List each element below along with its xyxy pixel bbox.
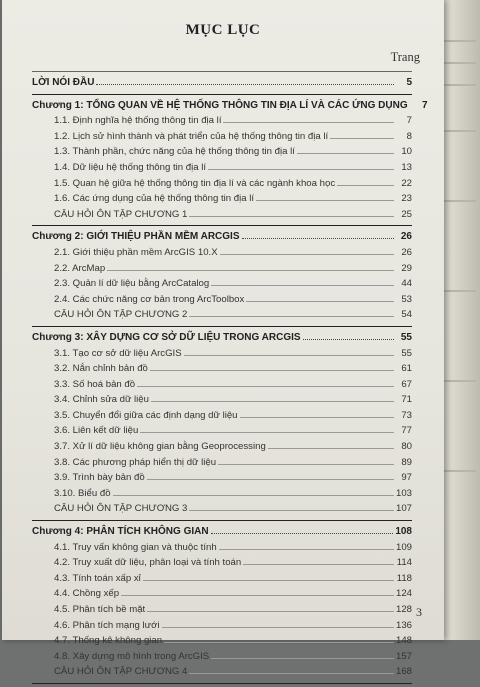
toc-section-entry [32, 470, 412, 486]
toc-divider [32, 683, 412, 684]
toc-entry-title: 1.2. Lịch sử hình thành và phát triển của hệ thống thông tin địa lí [54, 130, 329, 142]
toc-section-entry [32, 245, 412, 261]
toc-section-entry [32, 377, 412, 393]
toc-entry-title: 4.6. Phân tích mạng lưới [54, 619, 160, 631]
toc-divider [32, 520, 412, 521]
toc-entry-title: 1.3. Thành phần, chức năng của hệ thống thông tin địa lí [54, 146, 295, 158]
toc-entry-page: 114 [396, 557, 412, 569]
toc-leader [151, 392, 394, 402]
toc-section-entry [32, 602, 412, 618]
toc-entry-title: 3.7. Xử lí dữ liệu không gian bằng Geoprocessing [54, 441, 266, 453]
toc-section-entry [32, 540, 412, 556]
toc-leader [143, 571, 394, 581]
toc-leader [240, 408, 394, 418]
toc-leader [189, 207, 394, 217]
toc-entry-page: 108 [395, 526, 412, 538]
toc-entry-title: Chương 2: GIỚI THIỆU PHẦN MỀM ARCGIS [32, 231, 240, 243]
toc-leader [137, 377, 394, 387]
toc-entry-page: 7 [406, 115, 412, 127]
toc-entry-page: 109 [395, 541, 412, 553]
toc-leader [303, 330, 394, 340]
toc-entry-title: 4.7. Thống kê không gian [54, 635, 163, 647]
table-of-contents [32, 68, 428, 687]
toc-entry-page: 44 [401, 278, 412, 290]
toc-entry-page: 67 [401, 378, 412, 390]
toc-section-entry [32, 486, 412, 502]
toc-entry-page: 118 [396, 572, 412, 584]
toc-entry-title: 3.2. Nắn chỉnh bản đồ [54, 363, 148, 375]
toc-leader [107, 261, 394, 271]
toc-entry-page: 26 [400, 231, 412, 243]
toc-leader [96, 75, 394, 85]
toc-leader [150, 361, 394, 371]
toc-entry-page: 13 [401, 161, 412, 173]
toc-divider [32, 71, 412, 72]
toc-chapter-entry [32, 98, 428, 114]
toc-entry-title: 2.3. Quản lí dữ liệu bằng ArcCatalog [54, 278, 210, 290]
toc-entry-page: 5 [406, 77, 412, 88]
toc-entry-page: 53 [401, 293, 412, 305]
toc-leader [330, 129, 394, 139]
toc-section-entry [32, 501, 412, 517]
toc-entry-page: 61 [401, 363, 412, 375]
toc-entry-title: 3.1. Tạo cơ sở dữ liệu ArcGIS [54, 347, 182, 359]
toc-leader [243, 555, 394, 565]
toc-entry-title: 3.6. Liên kết dữ liệu [54, 425, 139, 437]
toc-leader [211, 276, 394, 286]
toc-entry-page: 157 [395, 650, 412, 662]
toc-section-entry [32, 618, 412, 634]
toc-leader [211, 524, 394, 534]
toc-entry-title: 3.4. Chỉnh sửa dữ liệu [54, 394, 149, 406]
toc-entry-page: 8 [406, 130, 412, 142]
toc-entry-page: 148 [395, 635, 412, 647]
toc-entry-title: 3.8. Các phương pháp hiển thị dữ liệu [54, 456, 217, 468]
toc-entry-title: 3.9. Trình bày bản đồ [54, 472, 145, 484]
toc-entry-page: 7 [422, 99, 428, 111]
toc-section-entry [32, 191, 412, 207]
toc-section-entry [32, 633, 412, 649]
toc-section-entry [32, 664, 412, 680]
toc-entry-page: 71 [401, 394, 412, 406]
toc-leader [242, 229, 394, 239]
toc-chapter-entry [32, 330, 412, 346]
page-title: MỤC LỤC [185, 22, 261, 38]
toc-leader [211, 649, 394, 659]
toc-leader [189, 307, 394, 317]
toc-leader [297, 144, 394, 154]
toc-entry-page: 136 [395, 619, 412, 631]
toc-section-entry [32, 160, 412, 176]
toc-leader [218, 455, 394, 465]
toc-entry-title: CÂU HỎI ÔN TẬP CHƯƠNG 2 [54, 309, 188, 321]
toc-section-entry [32, 113, 412, 129]
toc-entry-title: 2.2. ArcMap [54, 262, 106, 274]
toc-leader [219, 540, 394, 550]
toc-leader [189, 501, 394, 511]
toc-entry-title: 2.4. Các chức năng cơ bản trong ArcToolbox [54, 293, 245, 305]
toc-divider [32, 94, 412, 95]
toc-entry-page: 10 [401, 146, 412, 158]
toc-section-entry [32, 455, 412, 471]
toc-entry-title: 4.5. Phân tích bề mặt [54, 604, 146, 615]
toc-leader [164, 633, 394, 643]
toc-entry-title: CÂU HỎI ÔN TẬP CHƯƠNG 4 [54, 666, 188, 678]
toc-section-entry [32, 423, 412, 439]
toc-section-entry [32, 649, 412, 665]
toc-entry-page: 103 [395, 487, 412, 499]
toc-entry-page: 55 [401, 347, 412, 359]
toc-entry-title: 3.10. Biểu đồ [54, 487, 111, 499]
toc-entry-page: 128 [395, 604, 412, 615]
toc-entry-page: 80 [401, 441, 412, 453]
toc-divider [32, 326, 412, 327]
toc-section-entry [32, 555, 412, 571]
toc-entry-page: 54 [401, 309, 412, 321]
toc-section-entry [32, 129, 412, 145]
toc-leader [162, 618, 394, 628]
toc-entry-page: 97 [401, 472, 412, 484]
toc-section-entry [32, 439, 412, 455]
toc-leader [147, 602, 394, 612]
toc-entry-page: 168 [395, 666, 412, 678]
toc-section-entry [32, 176, 412, 192]
toc-section-entry [32, 408, 412, 424]
toc-divider [32, 225, 412, 226]
toc-section-entry [32, 261, 412, 277]
toc-leader [268, 439, 394, 449]
toc-entry-title: Chương 4: PHÂN TÍCH KHÔNG GIAN [32, 526, 209, 538]
toc-entry-title: 4.3. Tính toán xấp xỉ [54, 572, 141, 584]
toc-entry-page: 77 [401, 425, 412, 437]
toc-entry-page: 107 [395, 503, 412, 515]
toc-entry-title: 1.6. Các ứng dụng của hệ thống thông tin địa lí [54, 193, 255, 205]
toc-chapter-entry [32, 524, 412, 540]
toc-section-entry [32, 276, 412, 292]
toc-entry-title: 4.8. Xây dựng mô hình trong ArcGIS [54, 650, 210, 662]
toc-entry-title: 3.5. Chuyển đổi giữa các định dạng dữ liệu [54, 409, 238, 421]
toc-entry-title: 1.1. Định nghĩa hệ thống thông tin địa lí [54, 115, 222, 127]
toc-entry-title: 4.4. Chồng xếp [54, 588, 120, 600]
page-column-header: Trang [390, 50, 420, 64]
toc-entry-title: 1.4. Dữ liệu hệ thống thông tin địa lí [54, 161, 207, 173]
toc-entry-title: Chương 3: XÂY DỰNG CƠ SỞ DỮ LIỆU TRONG ARCGIS [32, 331, 301, 343]
toc-leader [208, 160, 394, 170]
toc-entry-page: 73 [401, 409, 412, 421]
toc-leader [113, 486, 394, 496]
toc-section-entry [32, 586, 412, 602]
toc-entry-title: 2.1. Giới thiệu phần mềm ArcGIS 10.X [54, 246, 218, 258]
toc-section-entry [32, 392, 412, 408]
toc-entry-page: 55 [400, 331, 412, 343]
toc-entry-title: Chương 1: TỔNG QUAN VỀ HỆ THỐNG THÔNG TIN ĐỊA LÍ VÀ CÁC ỨNG DỤNG [32, 99, 408, 111]
toc-entry-page: 89 [401, 456, 412, 468]
toc-leader [223, 113, 394, 123]
page-number: 3 [416, 605, 422, 619]
toc-section-entry [32, 144, 412, 160]
toc-leader [140, 423, 394, 433]
toc-entry-title: 1.5. Quan hệ giữa hệ thống thông tin địa lí và các ngành khoa học [54, 177, 336, 189]
toc-leader [337, 176, 394, 186]
toc-entry-page: 22 [401, 177, 412, 189]
toc-entry-title: LỜI NÓI ĐẦU [32, 77, 95, 88]
toc-entry-page: 23 [401, 193, 412, 205]
toc-leader [184, 346, 394, 356]
toc-leader [246, 292, 394, 302]
toc-entry-page: 29 [401, 262, 412, 274]
toc-entry-title: 4.1. Truy vấn không gian và thuộc tính [54, 541, 217, 553]
toc-section-entry [32, 346, 412, 362]
toc-leader [220, 245, 394, 255]
toc-leader [189, 664, 394, 674]
toc-entry-page: 25 [401, 208, 412, 220]
toc-chapter-entry [32, 75, 412, 91]
book-page [2, 0, 444, 678]
toc-entry-page: 124 [395, 588, 412, 600]
toc-section-entry [32, 292, 412, 308]
toc-section-entry [32, 207, 412, 223]
toc-leader [147, 470, 394, 480]
toc-entry-title: 3.3. Số hoá bản đồ [54, 378, 136, 390]
toc-section-entry [32, 307, 412, 323]
toc-entry-page: 26 [401, 246, 412, 258]
toc-section-entry [32, 571, 412, 587]
toc-section-entry [32, 361, 412, 377]
toc-entry-title: CÂU HỎI ÔN TẬP CHƯƠNG 3 [54, 503, 188, 515]
toc-entry-title: CÂU HỎI ÔN TẬP CHƯƠNG 1 [54, 208, 188, 220]
toc-entry-title: 4.2. Truy xuất dữ liệu, phân loại và tính toán [54, 557, 242, 569]
toc-leader [121, 586, 394, 596]
toc-chapter-entry [32, 229, 412, 245]
toc-leader [256, 191, 394, 201]
